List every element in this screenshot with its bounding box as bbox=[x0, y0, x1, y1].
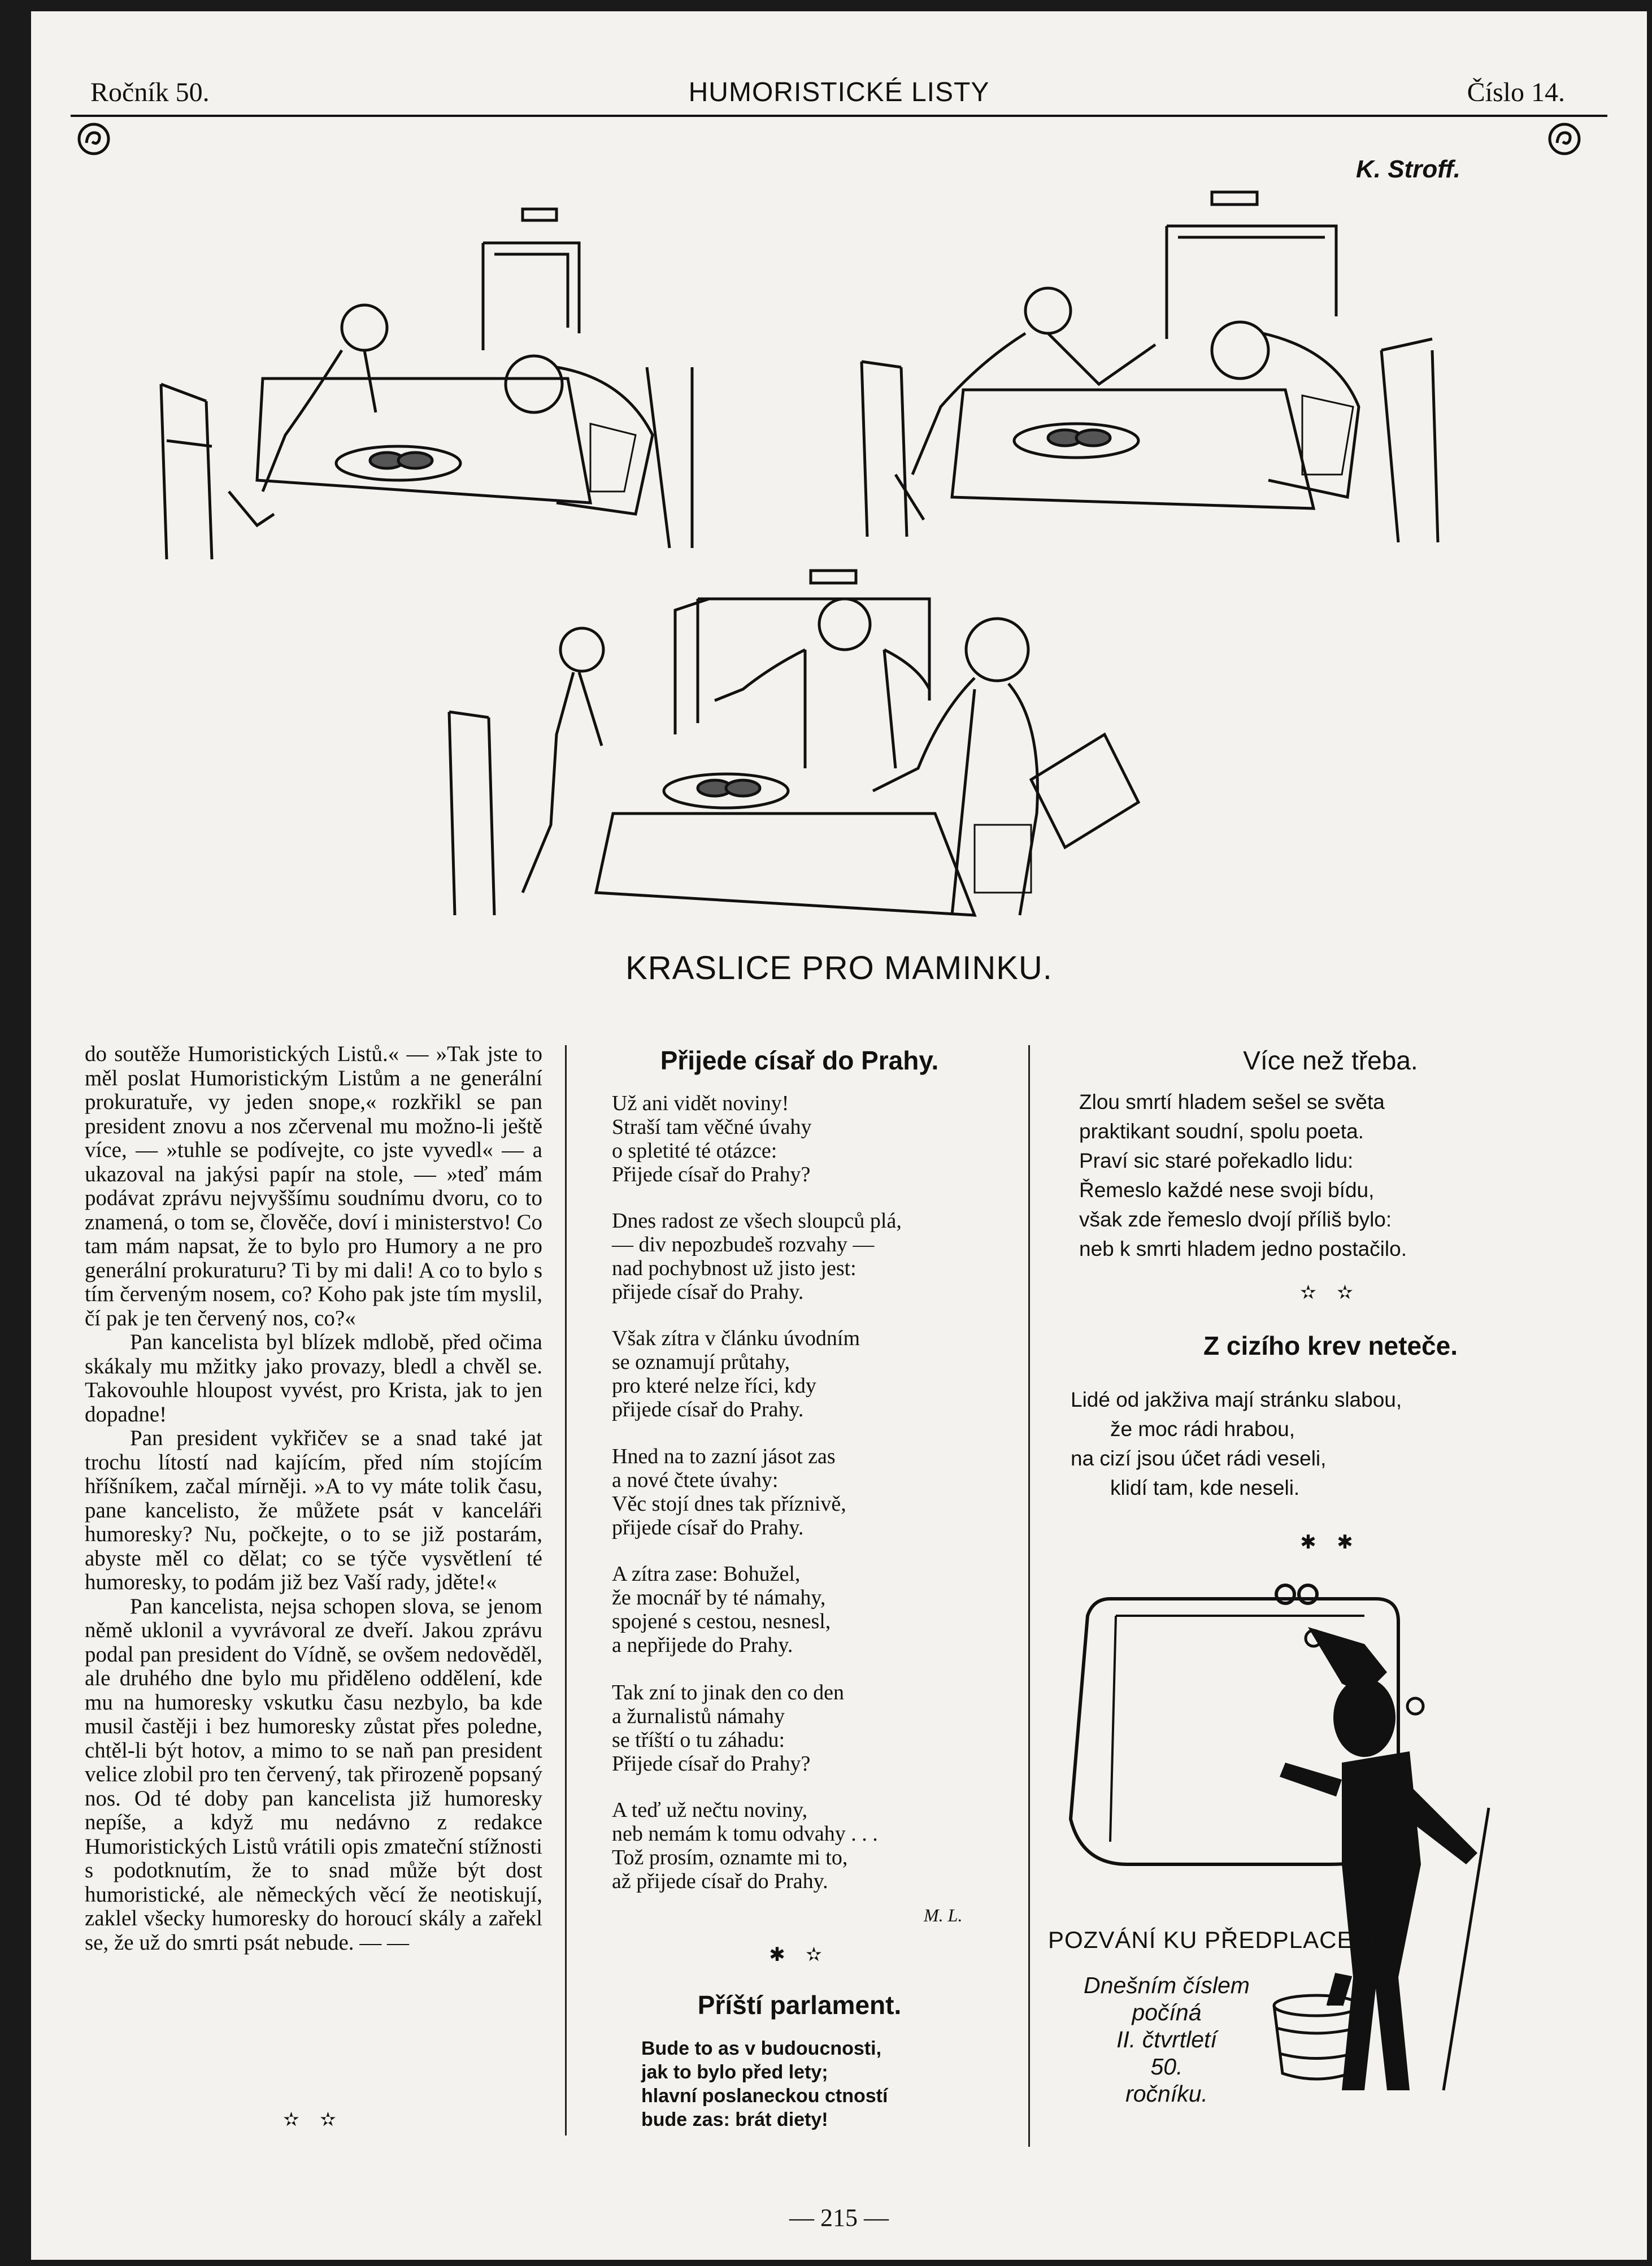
story-paragraph-2: Pan kancelista byl blízek mdlobě, před očima skákaly mu mžitky jako provazy, bledl a chvěl se. Takovouhle hloupost vyvést, pro Krista, jak to jen dopadne! bbox=[85, 1330, 542, 1426]
bucket-icon bbox=[1266, 1972, 1367, 2085]
epigram1-title: Více než třeba. bbox=[1243, 1046, 1418, 1075]
parliament-title: Příští parlament. bbox=[697, 1990, 902, 2020]
column3-separator-1: ✫ ✫ bbox=[1300, 1282, 1361, 1303]
parliament-text: Bude to as v budoucnosti, jak to bylo před lety; hlavní poslaneckou ctností bude zas: brát diety! bbox=[641, 2038, 888, 2130]
epigram2-line-3: na cizí jsou účet rádi veseli, bbox=[1071, 1447, 1327, 1470]
poem-stanza-1: Už ani vidět noviny! Straší tam věčné úvahy o spletité té otázce: Přijede císař do Prahy? bbox=[612, 1091, 812, 1186]
header-rule bbox=[71, 115, 1607, 117]
magazine-title: HUMORISTICKÉ LISTY bbox=[688, 77, 990, 107]
left-ornament-icon bbox=[76, 121, 111, 162]
cartoon-panel-2 bbox=[839, 181, 1506, 576]
epigram2-line-4: klidí tam, kde neseli. bbox=[1110, 1476, 1300, 1499]
poem-stanza-3: Však zítra v článku úvodním se oznamují průtahy, pro které nelze říci, kdy přijede císař do Prahy. bbox=[612, 1326, 860, 1421]
poem-stanza-5: A zítra zase: Bohužel, že mocnář by té námahy, spojené s cestou, nesnesl, a nepřijede do Prahy. bbox=[612, 1562, 831, 1657]
poem-title: Přijede císař do Prahy. bbox=[660, 1046, 939, 1075]
story-paragraph-4: Pan kancelista, nejsa schopen slova, se jenom němě uklonil a vyvrávoral ze dveří. Jakou zprávu podal pan president do Vídně, se ovšem nedověděl, ale druhého dne bylo mu přiděleno oddělení, kde mu na humoresky vskutku času nezbylo, ba kde musil častěji i bez humoresky zůstat přes poledne, chtěl-li být hotov, a mimo to se naň pan president velice zlobil pro ten červený, tak přirozeně popsaný nos. Od té doby pan kancelista již humoresky nepíše, a když mu nedávno z redakce Humoristických Listů vrátili opis zmateční stížnosti s podotknutím, že to snad může být dost humoristické, ale německých věcí že neotiskují, zaklel všecky humoresky do horoucí skály a zařekl se, že už do smrti psát nebude. — — bbox=[85, 1594, 542, 1955]
epigram2-line-2: že moc rádi hrabou, bbox=[1110, 1417, 1295, 1441]
cartoon-panel-3 bbox=[410, 554, 1291, 938]
epigram2-line-1: Lidé od jakživa mají stránku slabou, bbox=[1071, 1388, 1402, 1411]
subscription-invitation-title: POZVÁNÍ KU PŘEDPLACENÍ bbox=[1048, 1926, 1379, 1953]
page-number: — 215 — bbox=[789, 2204, 889, 2232]
illustrator-signature: K. Stroff. bbox=[1356, 155, 1460, 183]
story-paragraph-1: do soutěže Humoristických Listů.« — »Tak jste to měl poslat Humoristickým Listům a ne generální prokuratuře, vy jeden snope,« rozkřikl se pan president znovu a nos zčervenal mu možno-li ještě více, — »tuhle se podívejte, co jste vyvedl« — a ukazoval na jakýsi papír na stole, — »teď mám podávat zprávu nejvyššímu soudnímu dvoru, co to znamená, o tom se, člověče, doví i ministerstvo! Co tam mám napsat, že to bylo pro Humory a ne pro generální prokuraturu? Ti by mi dali! A co to bylo s tím červeným nosem, co? Koho pak jste tím myslil, čí pak je ten červený nos, co?« bbox=[85, 1042, 542, 1330]
story-column bbox=[85, 1042, 542, 1955]
poem-author: M. L. bbox=[924, 1905, 963, 1925]
poem-stanza-4: Hned na to zazní jásot zas a nové čtete úvahy: Věc stojí dnes tak příznivě, přijede císař do Prahy. bbox=[612, 1445, 846, 1539]
epigram2-title: Z cizího krev neteče. bbox=[1203, 1331, 1458, 1360]
poem-stanza-7: A teď už nečtu noviny, neb nemám k tomu odvahy . . . Tož prosím, oznamte mi to, až přijede císař do Prahy. bbox=[612, 1798, 878, 1893]
issue-label: Číslo 14. bbox=[1467, 77, 1565, 107]
right-ornament-icon bbox=[1547, 121, 1582, 162]
story-paragraph-3: Pan president vykřičev se a snad také jat trochu lítostí nad kajícím, před ním stojícím hříšníkem, začal mírněji. »A to vy máte tolik času, pane kancelisto, že můžete psát v kanceláři humoresky? Nu, počkejte, o to se již postarám, abyste měl co dělat; co se týče vysvětlení té humoresky, to podám již bez Vaší rady, jděte!« bbox=[85, 1426, 542, 1594]
column2-separator: ✱ ✫ bbox=[769, 1945, 830, 1965]
volume-label: Ročník 50. bbox=[90, 77, 210, 107]
cartoon-panel-1 bbox=[127, 198, 766, 582]
poem-stanza-6: Tak zní to jinak den co den a žurnalistů námahy se tříští o tu záhadu: Přijede císař do Prahy? bbox=[612, 1681, 844, 1776]
epigram1-text: Zlou smrtí hladem sešel se světa praktikant soudní, spolu poeta. Praví sic staré pořekadlo lidu: Řemeslo každé nese svoji bídu, však zde řemeslo dvojí příliš bylo: neb k smrti hladem jedno postačilo. bbox=[1079, 1090, 1407, 1260]
subscription-invitation-text: Dnešním číslem počíná II. čtvrtletí 50. ročníku. bbox=[1084, 1972, 1250, 2107]
column3-separator-2: ✱ ✱ bbox=[1300, 1532, 1361, 1553]
column1-separator: ✫ ✫ bbox=[283, 2110, 344, 2130]
cartoon-caption: KRASLICE PRO MAMINKU. bbox=[625, 950, 1053, 986]
column-divider-2 bbox=[1028, 1045, 1030, 2147]
poem-stanza-2: Dnes radost ze všech sloupců plá, — div nepozbudeš rozvahy — nad pochybnost už jisto jest: přijede císař do Prahy. bbox=[612, 1209, 902, 1304]
magazine-page bbox=[31, 11, 1647, 2260]
column-divider-1 bbox=[565, 1045, 567, 2135]
